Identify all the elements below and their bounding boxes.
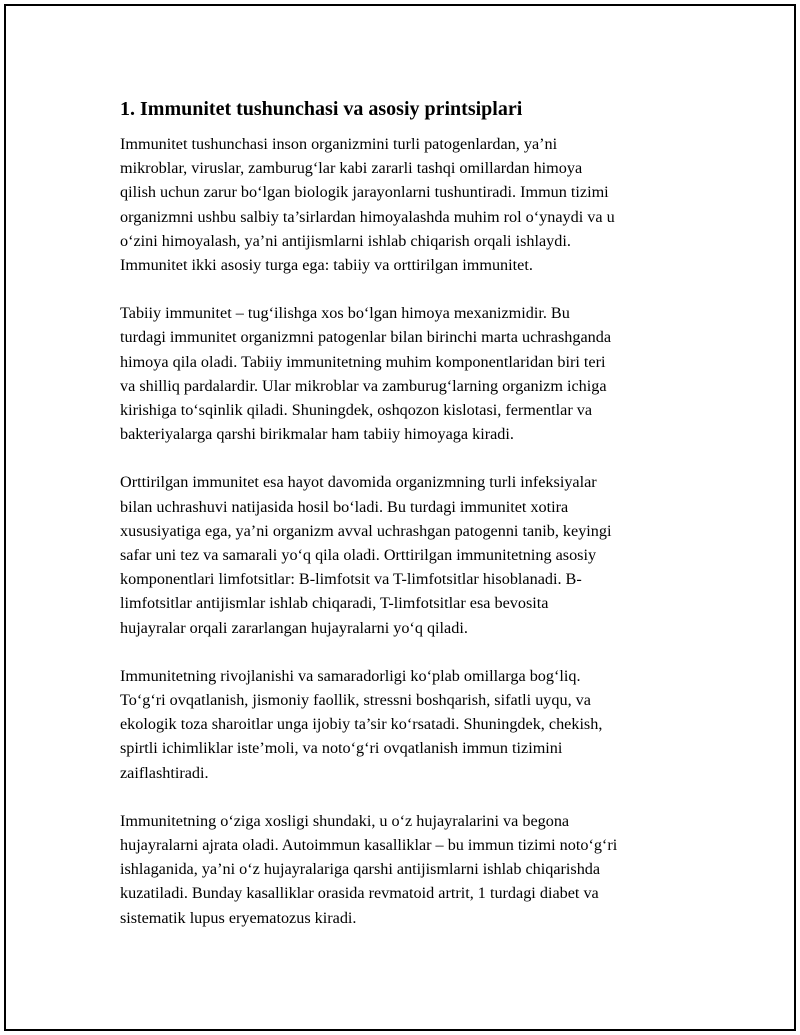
paragraph-line: ishlaganida, ya’ni o‘z hujayralariga qarshi antijismlarni ishlab chiqarishda [120, 860, 601, 879]
paragraph-line: Immunitetning o‘ziga xosligi shundaki, u o‘z hujayralarini va begona [120, 811, 570, 830]
paragraph [120, 470, 700, 639]
paragraph-line: qilish uchun zarur bo‘lgan biologik jarayonlarni tushuntiradi. Immun tizimi [120, 183, 609, 202]
paragraph-line: To‘g‘ri ovqatlanish, jismoniy faollik, stressni boshqarish, sifatli uyqu, va [120, 691, 591, 710]
paragraph-line: turdagi immunitet organizmni patogenlar bilan birinchi marta uchrashganda [120, 328, 612, 347]
section-heading: 1. Immunitet tushunchasi va asosiy printsiplari [120, 98, 523, 120]
paragraph-line: sistematik lupus eryematozus kiradi. [120, 908, 357, 927]
paragraph-line: va shilliq pardalardir. Ular mikroblar va zamburug‘larning organizm ichiga [120, 376, 607, 395]
paragraph [120, 132, 700, 277]
paragraph-line: kirishiga to‘sqinlik qiladi. Shuningdek, oshqozon kislotasi, fermentlar va [120, 401, 593, 420]
document-page [4, 4, 796, 1031]
paragraph-line: Orttirilgan immunitet esa hayot davomida organizmning turli infeksiyalar [120, 473, 597, 492]
paragraph-line: zaiflashtiradi. [120, 763, 209, 782]
paragraph-line: o‘zini himoyalash, ya’ni antijismlarni ishlab chiqarish orqali ishlaydi. [120, 231, 571, 250]
paragraph-line: komponentlari limfotsitlar: B-limfotsit va T-limfotsitlar hisoblanadi. B- [120, 570, 582, 589]
paragraph [120, 301, 700, 446]
paragraph-list [120, 132, 700, 930]
paragraph-line: xususiyatiga ega, ya’ni organizm avval uchrashgan patogenni tanib, keyingi [120, 521, 612, 540]
paragraph-line: kuzatiladi. Bunday kasalliklar orasida revmatoid artrit, 1 turdagi diabet va [120, 884, 599, 903]
paragraph-line: bakteriyalarga qarshi birikmalar ham tabiiy himoyaga kiradi. [120, 425, 514, 444]
paragraph [120, 664, 700, 785]
paragraph-line: bilan uchrashuvi natijasida hosil bo‘ladi. Bu turdagi immunitet xotira [120, 497, 569, 516]
paragraph-line: hujayralar orqali zararlangan hujayralarni yo‘q qiladi. [120, 618, 468, 637]
paragraph [120, 809, 700, 930]
document-body [120, 94, 700, 954]
paragraph-line: safar uni tez va samarali yo‘q qila oladi. Orttirilgan immunitetning asosiy [120, 546, 597, 565]
paragraph-line: Immunitet tushunchasi inson organizmini turli patogenlardan, ya’ni [120, 135, 558, 153]
paragraph-line: himoya qila oladi. Tabiiy immunitetning muhim komponentlaridan biri teri [120, 352, 606, 371]
paragraph-line: limfotsitlar antijismlar ishlab chiqaradi, T-limfotsitlar esa bevosita [120, 594, 549, 613]
paragraph-line: ekologik toza sharoitlar unga ijobiy ta’sir ko‘rsatadi. Shuningdek, chekish, [120, 715, 603, 734]
paragraph-line: Immunitetning rivojlanishi va samaradorligi ko‘plab omillarga bog‘liq. [120, 666, 581, 685]
paragraph-line: Tabiiy immunitet – tug‘ilishga xos bo‘lgan himoya mexanizmidir. Bu [120, 304, 570, 323]
paragraph-line: spirtli ichimliklar iste’moli, va noto‘g‘ri ovqatlanish immun tizimini [120, 739, 563, 758]
paragraph-line: Immunitet ikki asosiy turga ega: tabiiy va orttirilgan immunitet. [120, 256, 533, 275]
paragraph-line: organizmni ushbu salbiy ta’sirlardan himoyalashda muhim rol o‘ynaydi va u [120, 207, 615, 226]
paragraph-line: hujayralarni ajrata oladi. Autoimmun kasalliklar – bu immun tizimi noto‘g‘ri [120, 836, 618, 855]
paragraph-line: mikroblar, viruslar, zamburug‘lar kabi zararli tashqi omillardan himoya [120, 159, 583, 178]
